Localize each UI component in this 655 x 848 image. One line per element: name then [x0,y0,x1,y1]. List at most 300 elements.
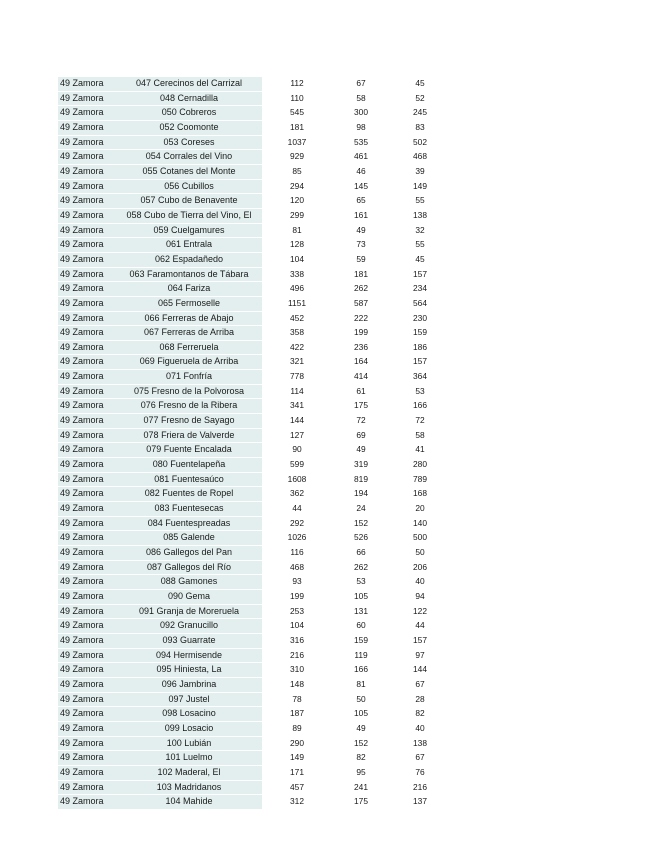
municipality-cell: 096 Jambrina [116,677,262,692]
municipality-cell: 050 Cobreros [116,106,262,121]
municipality-cell: 092 Granucillo [116,619,262,634]
province-cell: 49 Zamora [58,502,116,517]
table-row [58,267,450,282]
count-b-cell: 45 [415,253,425,264]
table-row [58,194,450,209]
table-row [58,340,450,355]
province-cell: 49 Zamora [58,721,116,736]
province-cell: 49 Zamora [58,164,116,179]
count-a-cell: 535 [354,136,368,147]
province-cell: 49 Zamora [58,516,116,531]
total-cell: 120 [290,195,304,206]
count-b-cell: 39 [415,165,425,176]
municipality-cell: 071 Fonfría [116,370,262,385]
count-b-cell: 40 [415,576,425,587]
table-row [58,502,450,517]
total-cell: 253 [290,605,304,616]
municipality-cell: 082 Fuentes de Ropel [116,487,262,502]
total-cell: 778 [290,371,304,382]
total-cell: 316 [290,634,304,645]
province-cell: 49 Zamora [58,633,116,648]
count-a-cell: 61 [356,385,366,396]
municipality-cell: 063 Faramontanos de Tábara [116,267,262,282]
total-cell: 929 [290,151,304,162]
count-a-cell: 46 [356,165,366,176]
province-cell: 49 Zamora [58,414,116,429]
total-cell: 89 [292,722,302,733]
count-a-cell: 164 [354,356,368,367]
table-row [58,282,450,297]
total-cell: 290 [290,737,304,748]
province-cell: 49 Zamora [58,443,116,458]
total-cell: 44 [292,503,302,514]
table-row [58,208,450,223]
table-row [58,106,450,121]
municipality-cell: 053 Coreses [116,135,262,150]
count-b-cell: 138 [413,209,427,220]
count-a-cell: 73 [356,239,366,250]
municipality-cell: 047 Cerecinos del Carrizal [116,77,262,91]
count-b-cell: 149 [413,180,427,191]
total-cell: 181 [290,121,304,132]
count-b-cell: 55 [415,239,425,250]
table-row [58,326,450,341]
municipality-cell: 066 Ferreras de Abajo [116,311,262,326]
municipality-cell: 099 Losacio [116,721,262,736]
municipality-cell: 067 Ferreras de Arriba [116,326,262,341]
count-b-cell: 157 [413,634,427,645]
count-a-cell: 159 [354,634,368,645]
total-cell: 148 [290,678,304,689]
total-cell: 104 [290,253,304,264]
count-b-cell: 564 [413,297,427,308]
municipality-cell: 054 Corrales del Vino [116,150,262,165]
count-b-cell: 83 [415,121,425,132]
count-b-cell: 20 [415,503,425,514]
count-a-cell: 50 [356,693,366,704]
table-row [58,296,450,311]
table-row [58,472,450,487]
municipality-cell: 088 Gamones [116,575,262,590]
province-cell: 49 Zamora [58,179,116,194]
municipality-cell: 101 Luelmo [116,751,262,766]
province-cell: 49 Zamora [58,252,116,267]
total-cell: 545 [290,107,304,118]
count-a-cell: 300 [354,107,368,118]
count-a-cell: 414 [354,371,368,382]
count-b-cell: 280 [413,459,427,470]
total-cell: 294 [290,180,304,191]
count-b-cell: 140 [413,517,427,528]
province-cell: 49 Zamora [58,326,116,341]
count-a-cell: 49 [356,444,366,455]
table-row [58,252,450,267]
municipality-cell: 083 Fuentesecas [116,502,262,517]
count-b-cell: 122 [413,605,427,616]
table-row [58,164,450,179]
count-a-cell: 161 [354,209,368,220]
province-cell: 49 Zamora [58,296,116,311]
table-row [58,414,450,429]
count-b-cell: 500 [413,532,427,543]
table-row [58,663,450,678]
province-cell: 49 Zamora [58,487,116,502]
province-cell: 49 Zamora [58,77,116,91]
total-cell: 81 [292,224,302,235]
count-a-cell: 119 [354,649,368,660]
total-cell: 90 [292,444,302,455]
total-cell: 468 [290,561,304,572]
municipality-cell: 104 Mahide [116,795,262,810]
total-cell: 112 [290,78,304,89]
municipality-cell: 055 Cotanes del Monte [116,164,262,179]
count-b-cell: 82 [415,708,425,719]
count-a-cell: 819 [354,473,368,484]
municipality-cell: 095 Hiniesta, La [116,663,262,678]
province-cell: 49 Zamora [58,399,116,414]
municipality-cell: 057 Cubo de Benavente [116,194,262,209]
total-cell: 128 [290,239,304,250]
province-cell: 49 Zamora [58,692,116,707]
count-b-cell: 50 [415,547,425,557]
count-b-cell: 166 [413,400,427,411]
total-cell: 1608 [287,473,307,484]
province-cell: 49 Zamora [58,604,116,619]
table-row [58,355,450,370]
province-cell: 49 Zamora [58,575,116,590]
municipality-cell: 062 Espadañedo [116,252,262,267]
municipality-cell: 090 Gema [116,589,262,604]
count-b-cell: 94 [415,590,425,601]
province-cell: 49 Zamora [58,106,116,121]
count-b-cell: 206 [413,561,427,572]
province-cell: 49 Zamora [58,120,116,135]
table-row [58,604,450,619]
count-a-cell: 67 [356,78,366,89]
count-a-cell: 526 [354,532,368,543]
total-cell: 292 [290,517,304,528]
count-a-cell: 181 [354,268,368,279]
municipality-cell: 058 Cubo de Tierra del Vino, El [116,208,262,223]
total-cell: 187 [290,708,304,719]
province-cell: 49 Zamora [58,663,116,678]
municipality-cell: 102 Maderal, El [116,765,262,780]
total-cell: 216 [290,649,304,660]
count-b-cell: 157 [413,356,427,367]
count-a-cell: 98 [356,121,366,132]
count-a-cell: 105 [354,708,368,719]
province-cell: 49 Zamora [58,751,116,766]
province-cell: 49 Zamora [58,91,116,106]
total-cell: 338 [290,268,304,279]
province-cell: 49 Zamora [58,648,116,663]
table-row [58,648,450,663]
count-a-cell: 222 [354,312,368,323]
table-row [58,780,450,795]
count-a-cell: 95 [356,766,366,777]
count-a-cell: 319 [354,459,368,470]
province-cell: 49 Zamora [58,707,116,722]
municipality-cell: 093 Guarrate [116,633,262,648]
province-cell: 49 Zamora [58,311,116,326]
province-cell: 49 Zamora [58,795,116,810]
province-cell: 49 Zamora [58,458,116,473]
table-row [58,311,450,326]
table-row [58,516,450,531]
province-cell: 49 Zamora [58,370,116,385]
province-cell: 49 Zamora [58,531,116,546]
total-cell: 93 [292,576,302,587]
count-b-cell: 67 [415,678,425,689]
municipality-cell: 065 Fermoselle [116,296,262,311]
municipality-cell: 069 Figueruela de Arriba [116,355,262,370]
province-cell: 49 Zamora [58,765,116,780]
municipality-cell: 052 Coomonte [116,120,262,135]
count-b-cell: 138 [413,737,427,748]
total-cell: 78 [292,693,302,704]
municipality-cell: 094 Hermisende [116,648,262,663]
municipality-cell: 076 Fresno de la Ribera [116,399,262,414]
total-cell: 496 [290,283,304,294]
count-a-cell: 145 [354,180,368,191]
count-b-cell: 216 [413,781,427,792]
province-cell: 49 Zamora [58,238,116,253]
table-row [58,135,450,150]
count-a-cell: 199 [354,327,368,338]
table-row [58,795,450,810]
count-b-cell: 52 [415,92,425,103]
table-row [58,370,450,385]
table-row [58,736,450,751]
province-cell: 49 Zamora [58,472,116,487]
total-cell: 362 [290,488,304,499]
province-cell: 49 Zamora [58,282,116,297]
count-a-cell: 152 [354,517,368,528]
municipality-cell: 079 Fuente Encalada [116,443,262,458]
count-a-cell: 105 [354,590,368,601]
table-row [58,619,450,634]
table-row [58,707,450,722]
count-b-cell: 168 [413,488,427,499]
count-b-cell: 58 [415,429,425,440]
count-b-cell: 789 [413,473,427,484]
province-cell: 49 Zamora [58,428,116,443]
municipality-cell: 097 Justel [116,692,262,707]
total-cell: 199 [290,590,304,601]
table-row [58,765,450,780]
province-cell: 49 Zamora [58,384,116,399]
table-row [58,751,450,766]
province-cell: 49 Zamora [58,736,116,751]
total-cell: 171 [290,766,304,777]
table-row [58,458,450,473]
count-b-cell: 53 [415,385,425,396]
province-cell: 49 Zamora [58,546,116,561]
total-cell: 85 [292,165,302,176]
count-b-cell: 72 [415,415,425,426]
municipality-cell: 075 Fresno de la Polvorosa [116,384,262,399]
total-cell: 310 [290,664,304,675]
table-row [58,150,450,165]
total-cell: 321 [290,356,304,367]
municipality-cell: 081 Fuentesaúco [116,472,262,487]
total-cell: 422 [290,341,304,352]
count-b-cell: 55 [415,195,425,206]
total-cell: 1037 [287,136,307,147]
table-row [58,399,450,414]
province-cell: 49 Zamora [58,589,116,604]
municipality-cell: 087 Gallegos del Río [116,560,262,575]
count-a-cell: 241 [354,781,368,792]
count-a-cell: 59 [356,253,366,264]
table-row [58,575,450,590]
municipality-cell: 098 Losacino [116,707,262,722]
total-cell: 116 [290,547,304,557]
table-row [58,179,450,194]
total-cell: 110 [290,92,304,103]
total-cell: 1026 [287,532,307,543]
municipality-cell: 077 Fresno de Sayago [116,414,262,429]
total-cell: 149 [290,752,304,763]
municipality-cell: 091 Granja de Moreruela [116,604,262,619]
population-table [58,77,450,810]
count-b-cell: 364 [413,371,427,382]
count-a-cell: 587 [354,297,368,308]
province-cell: 49 Zamora [58,223,116,238]
municipality-cell: 080 Fuentelapeña [116,458,262,473]
total-cell: 312 [290,796,304,807]
table-row [58,546,450,561]
count-a-cell: 262 [354,561,368,572]
count-b-cell: 159 [413,327,427,338]
province-cell: 49 Zamora [58,619,116,634]
total-cell: 358 [290,327,304,338]
count-b-cell: 40 [415,722,425,733]
municipality-cell: 078 Friera de Valverde [116,428,262,443]
province-cell: 49 Zamora [58,208,116,223]
table-row [58,223,450,238]
municipality-cell: 064 Fariza [116,282,262,297]
table-row [58,428,450,443]
table-body [58,77,450,809]
count-a-cell: 166 [354,664,368,675]
count-a-cell: 236 [354,341,368,352]
municipality-cell: 056 Cubillos [116,179,262,194]
count-b-cell: 41 [415,444,425,455]
total-cell: 144 [290,415,304,426]
province-cell: 49 Zamora [58,677,116,692]
province-cell: 49 Zamora [58,780,116,795]
count-b-cell: 45 [415,78,425,89]
table-row [58,487,450,502]
municipality-cell: 086 Gallegos del Pan [116,546,262,561]
count-a-cell: 262 [354,283,368,294]
count-a-cell: 58 [356,92,366,103]
count-a-cell: 53 [356,576,366,587]
table-row [58,120,450,135]
total-cell: 1151 [287,297,306,308]
province-cell: 49 Zamora [58,267,116,282]
province-cell: 49 Zamora [58,135,116,150]
total-cell: 341 [290,400,304,411]
count-a-cell: 72 [356,415,366,426]
province-cell: 49 Zamora [58,560,116,575]
count-b-cell: 186 [413,341,427,352]
table-row [58,443,450,458]
table-row [58,91,450,106]
province-cell: 49 Zamora [58,150,116,165]
count-a-cell: 81 [356,678,366,689]
count-a-cell: 69 [356,429,366,440]
table-row [58,531,450,546]
table-row [58,77,450,91]
table-row [58,384,450,399]
total-cell: 599 [290,459,304,470]
count-b-cell: 76 [415,766,425,777]
count-b-cell: 67 [415,752,425,763]
count-a-cell: 24 [356,503,366,514]
province-cell: 49 Zamora [58,340,116,355]
count-a-cell: 49 [356,224,366,235]
municipality-cell: 059 Cuelgamures [116,223,262,238]
table-row [58,589,450,604]
count-a-cell: 152 [354,737,368,748]
municipality-cell: 103 Madridanos [116,780,262,795]
count-a-cell: 194 [354,488,368,499]
table-row [58,560,450,575]
province-cell: 49 Zamora [58,355,116,370]
count-b-cell: 32 [415,224,425,235]
count-b-cell: 157 [413,268,427,279]
municipality-cell: 100 Lubián [116,736,262,751]
count-a-cell: 65 [356,195,366,206]
municipality-cell: 068 Ferreruela [116,340,262,355]
count-b-cell: 28 [415,693,425,704]
municipality-cell: 061 Entrala [116,238,262,253]
province-cell: 49 Zamora [58,194,116,209]
count-b-cell: 502 [413,136,427,147]
municipality-cell: 084 Fuentespreadas [116,516,262,531]
count-b-cell: 234 [413,283,427,294]
count-a-cell: 131 [354,605,368,616]
table-row [58,633,450,648]
municipality-cell: 085 Galende [116,531,262,546]
total-cell: 127 [290,429,304,440]
count-a-cell: 461 [354,151,368,162]
total-cell: 299 [290,209,304,220]
count-b-cell: 245 [413,107,427,118]
municipality-cell: 048 Cernadilla [116,91,262,106]
total-cell: 452 [290,312,304,323]
count-b-cell: 137 [413,796,427,807]
count-a-cell: 60 [356,620,366,631]
total-cell: 114 [290,385,304,396]
count-b-cell: 230 [413,312,427,323]
table-row [58,692,450,707]
count-b-cell: 144 [413,664,427,675]
count-a-cell: 175 [354,400,368,411]
table-row [58,238,450,253]
count-b-cell: 468 [413,151,427,162]
table-row [58,677,450,692]
count-a-cell: 82 [356,752,366,763]
table-row [58,721,450,736]
total-cell: 104 [290,620,304,631]
count-b-cell: 44 [415,620,425,631]
count-a-cell: 49 [356,722,366,733]
count-b-cell: 97 [415,649,425,660]
count-a-cell: 175 [354,796,368,807]
